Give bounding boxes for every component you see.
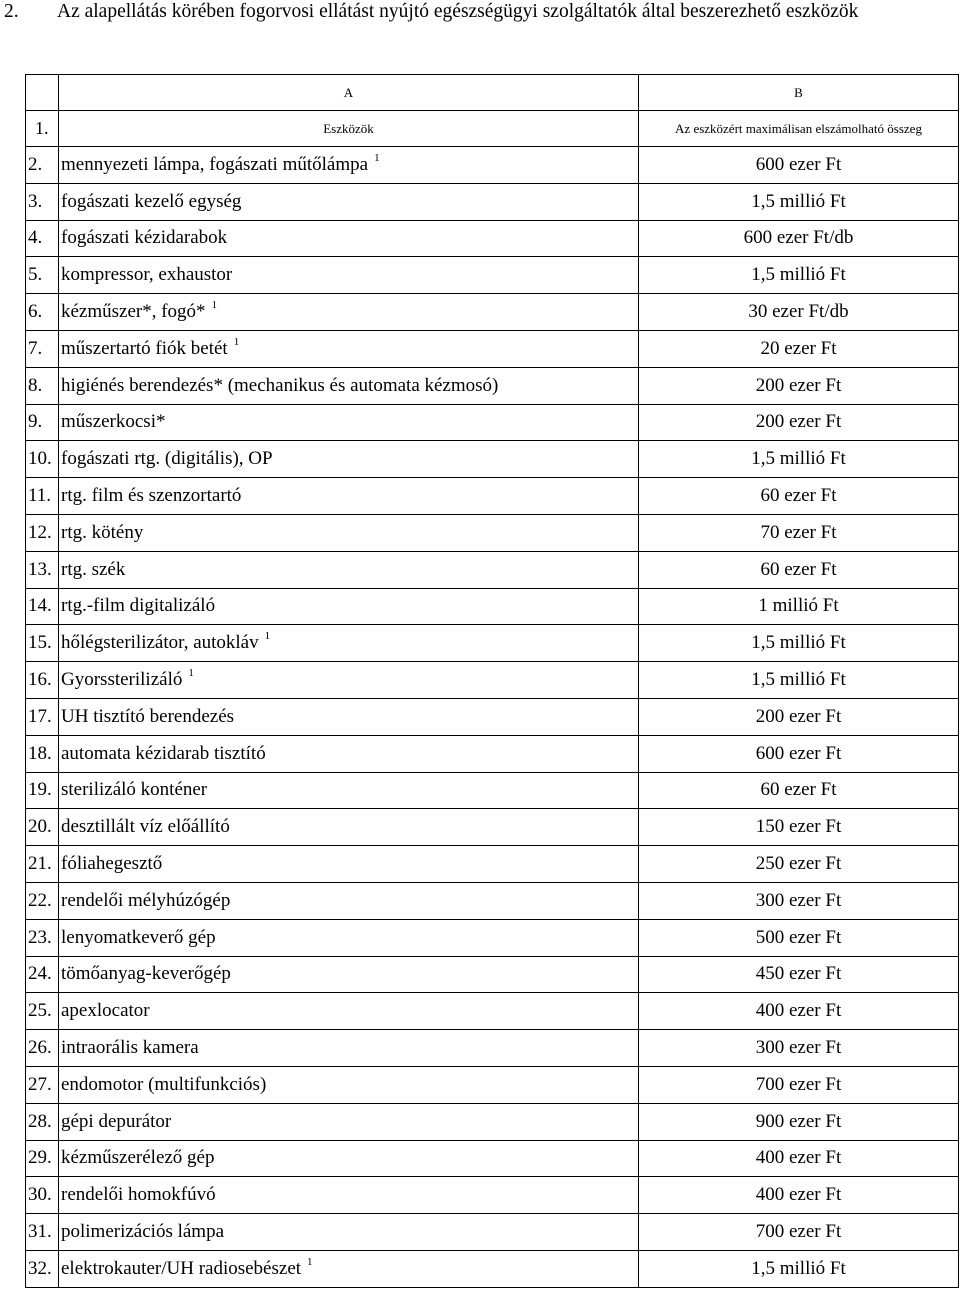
table-row (26, 1250, 959, 1287)
equipment-cell (59, 478, 639, 515)
table-row (26, 1030, 959, 1067)
equipment-name: apexlocator (61, 1000, 150, 1022)
equipment-cell (59, 993, 639, 1030)
table-row (26, 330, 959, 367)
row-number: 18. (26, 735, 59, 772)
amount-cell: 1 millió Ft (639, 588, 959, 625)
row-number: 32. (26, 1250, 59, 1287)
equipment-name: fogászati kezelő egység (61, 190, 242, 212)
equipment-name: műszerkocsi* (61, 411, 166, 433)
amount-cell: 1,5 millió Ft (639, 257, 959, 294)
row-number: 5. (26, 257, 59, 294)
amount-cell: 400 ezer Ft (639, 1177, 959, 1214)
table-row (26, 1214, 959, 1251)
row-number: 20. (26, 809, 59, 846)
row-number: 21. (26, 846, 59, 883)
equipment-cell (59, 588, 639, 625)
table-row (26, 993, 959, 1030)
equipment-cell (59, 183, 639, 220)
equipment-name: endomotor (multifunkciós) (61, 1073, 267, 1095)
table-row (26, 625, 959, 662)
header-row (26, 111, 959, 147)
amount-cell: 900 ezer Ft (639, 1103, 959, 1140)
equipment-name: mennyezeti lámpa, fogászati műtőlámpa (61, 153, 369, 175)
amount-cell: 500 ezer Ft (639, 919, 959, 956)
equipment-cell (59, 882, 639, 919)
row-number: 15. (26, 625, 59, 662)
table-row (26, 367, 959, 404)
row-number: 12. (26, 514, 59, 551)
row-number: 31. (26, 1214, 59, 1251)
row-number: 22. (26, 882, 59, 919)
equipment-name: kézműszerélező gép (61, 1147, 215, 1169)
equipment-name: rendelői mélyhúzógép (61, 889, 231, 911)
equipment-name: rendelői homokfúvó (61, 1184, 216, 1206)
table-row (26, 514, 959, 551)
section-title: Az alapellátás körében fogorvosi ellátást nyújtó egészségügyi szolgáltatók által beszerezhető eszközök (57, 1, 859, 22)
amount-cell: 400 ezer Ft (639, 1140, 959, 1177)
equipment-cell (59, 367, 639, 404)
equipment-name: polimerizációs lámpa (61, 1221, 225, 1242)
table-row (26, 662, 959, 699)
equipment-name: desztillált víz előállító (61, 816, 230, 838)
table-row (26, 1177, 959, 1214)
equipment-name: Gyorssterilizáló (61, 669, 183, 691)
table-row (26, 294, 959, 331)
equipment-name: rtg.-film digitalizáló (61, 595, 216, 617)
column-letter-row (26, 75, 959, 111)
table-row (26, 809, 959, 846)
section-number: 2. (4, 1, 19, 22)
amount-cell: 60 ezer Ft (639, 772, 959, 809)
row-number: 2. (26, 147, 59, 184)
amount-cell: 200 ezer Ft (639, 367, 959, 404)
table-row (26, 478, 959, 515)
equipment-cell (59, 514, 639, 551)
amount-cell: 250 ezer Ft (639, 846, 959, 883)
table-row (26, 1103, 959, 1140)
row-number: 23. (26, 919, 59, 956)
equipment-cell (59, 1066, 639, 1103)
amount-cell: 200 ezer Ft (639, 698, 959, 735)
equipment-name: fogászati rtg. (digitális), OP (61, 448, 273, 470)
equipment-name: elektrokauter/UH radiosebészet (61, 1257, 302, 1279)
equipment-cell (59, 1214, 639, 1251)
row-number: 29. (26, 1140, 59, 1177)
amount-cell: 30 ezer Ft/db (639, 294, 959, 331)
table-row (26, 882, 959, 919)
equipment-name: műszertartó fiók betét (61, 337, 228, 359)
equipment-name: lenyomatkeverő gép (61, 926, 216, 948)
table-row (26, 441, 959, 478)
table-row (26, 183, 959, 220)
equipment-name: rtg. film és szenzortartó (61, 485, 242, 507)
equipment-cell (59, 257, 639, 294)
equipment-name: fogászati kézidarabok (61, 227, 228, 249)
equipment-cell (59, 1030, 639, 1067)
equipment-cell (59, 441, 639, 478)
row-number: 7. (26, 330, 59, 367)
equipment-cell (59, 1140, 639, 1177)
amount-cell: 300 ezer Ft (639, 882, 959, 919)
footnote-marker: 1 (188, 667, 194, 680)
row-number: 4. (26, 220, 59, 257)
table-row (26, 735, 959, 772)
row-number: 13. (26, 551, 59, 588)
row-number: 19. (26, 772, 59, 809)
equipment-cell (59, 1177, 639, 1214)
footnote-marker: 1 (264, 630, 271, 643)
table-row (26, 919, 959, 956)
row-number: 24. (26, 956, 59, 993)
amount-cell: 150 ezer Ft (639, 809, 959, 846)
equipment-name: rtg. szék (61, 558, 126, 580)
amount-cell: 200 ezer Ft (639, 404, 959, 441)
table-row (26, 404, 959, 441)
amount-cell: 600 ezer Ft (639, 147, 959, 184)
equipment-name: rtg. kötény (61, 521, 144, 543)
table-row (26, 257, 959, 294)
equipment-cell (59, 330, 639, 367)
amount-cell: 450 ezer Ft (639, 956, 959, 993)
row-number: 17. (26, 698, 59, 735)
empty-corner-cell (26, 75, 59, 111)
footnote-marker: 1 (307, 1255, 313, 1268)
equipment-cell (59, 735, 639, 772)
equipment-name: automata kézidarab tisztító (61, 742, 266, 764)
amount-cell: 60 ezer Ft (639, 478, 959, 515)
row-number: 6. (26, 294, 59, 331)
table-row (26, 772, 959, 809)
column-letter-a: A (59, 75, 639, 111)
table-row (26, 956, 959, 993)
amount-cell: 70 ezer Ft (639, 514, 959, 551)
equipment-cell (59, 846, 639, 883)
row-number: 16. (26, 662, 59, 699)
table-row (26, 588, 959, 625)
row-number: 9. (26, 404, 59, 441)
equipment-cell (59, 625, 639, 662)
equipment-cell (59, 772, 639, 809)
amount-cell: 1,5 millió Ft (639, 183, 959, 220)
equipment-cell (59, 662, 639, 699)
equipment-name: higiénés berendezés* (mechanikus és automata kézmosó) (61, 374, 499, 396)
row-number: 10. (26, 441, 59, 478)
equipment-name: kompressor, exhaustor (61, 264, 233, 286)
row-number: 28. (26, 1103, 59, 1140)
amount-cell: 300 ezer Ft (639, 1030, 959, 1067)
row-number: 11. (26, 478, 59, 515)
table-row (26, 846, 959, 883)
equipment-cell (59, 809, 639, 846)
equipment-cell (59, 220, 639, 257)
amount-cell: 400 ezer Ft (639, 993, 959, 1030)
footnote-marker: 1 (233, 335, 240, 348)
row-number: 8. (26, 367, 59, 404)
row-number: 30. (26, 1177, 59, 1214)
equipment-table (25, 74, 959, 1288)
row-number: 25. (26, 993, 59, 1030)
equipment-cell (59, 919, 639, 956)
equipment-name: hőlégsterilizátor, autokláv (61, 632, 259, 654)
equipment-cell (59, 147, 639, 184)
amount-cell: 60 ezer Ft (639, 551, 959, 588)
row-number: 26. (26, 1030, 59, 1067)
amount-cell: 20 ezer Ft (639, 330, 959, 367)
header-row-number: 1. (26, 111, 59, 147)
row-number: 27. (26, 1066, 59, 1103)
column-letter-b: B (639, 75, 959, 111)
amount-cell: 600 ezer Ft/db (639, 220, 959, 257)
table-row (26, 1140, 959, 1177)
equipment-name: fóliahegesztő (61, 853, 163, 875)
table-row (26, 551, 959, 588)
row-number: 3. (26, 183, 59, 220)
amount-cell: 1,5 millió Ft (639, 1250, 959, 1287)
equipment-cell (59, 1250, 639, 1287)
amount-cell: 700 ezer Ft (639, 1214, 959, 1251)
header-equipment: Eszközök (59, 111, 639, 147)
equipment-name: intraorális kamera (61, 1037, 199, 1059)
equipment-name: gépi depurátor (61, 1110, 172, 1132)
header-max-amount: Az eszközért maximálisan elszámolható összeg (639, 111, 959, 147)
equipment-cell (59, 404, 639, 441)
equipment-cell (59, 698, 639, 735)
equipment-name: sterilizáló konténer (61, 779, 208, 801)
footnote-marker: 1 (374, 151, 380, 164)
amount-cell: 1,5 millió Ft (639, 441, 959, 478)
equipment-name: kézműszer*, fogó* (61, 301, 206, 323)
equipment-name: UH tisztító berendezés (61, 705, 235, 727)
equipment-cell (59, 294, 639, 331)
equipment-name: tömőanyag-keverőgép (61, 963, 231, 985)
equipment-cell (59, 1103, 639, 1140)
table-row (26, 147, 959, 184)
equipment-cell (59, 551, 639, 588)
amount-cell: 600 ezer Ft (639, 735, 959, 772)
footnote-marker: 1 (211, 299, 218, 312)
row-number: 14. (26, 588, 59, 625)
table-row (26, 698, 959, 735)
amount-cell: 1,5 millió Ft (639, 662, 959, 699)
amount-cell: 1,5 millió Ft (639, 625, 959, 662)
equipment-cell (59, 956, 639, 993)
table-row (26, 220, 959, 257)
table-row (26, 1066, 959, 1103)
amount-cell: 700 ezer Ft (639, 1066, 959, 1103)
